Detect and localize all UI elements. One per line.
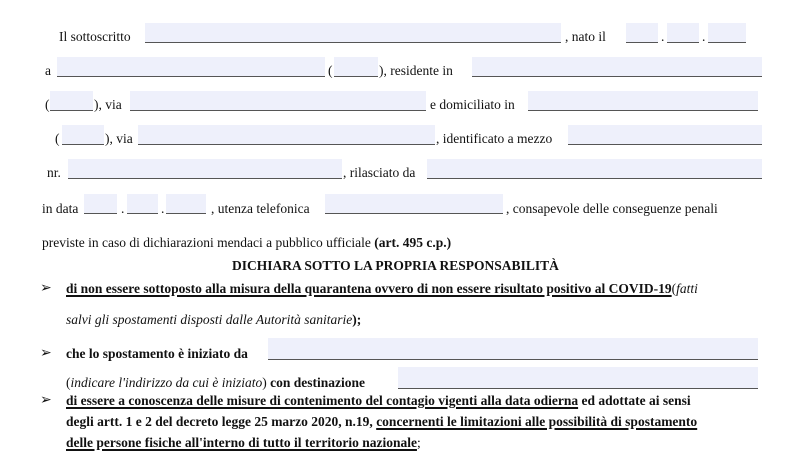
disclaimer-text: previste in caso di dichiarazioni mendaci a pubblico ufficiale (art. 495 c.p.) (42, 235, 452, 250)
measures-line-3: delle persone fisiche all'interno di tutto il territorio nazionale; (66, 435, 421, 450)
quarantine-note: salvi gli spostamenti disposti dalle Autorità sanitarie); (66, 312, 362, 327)
label-domiciliato-in: e domiciliato in (430, 97, 515, 112)
dot: . (661, 29, 665, 44)
domicile-field[interactable] (528, 91, 758, 111)
label-sottoscritto: Il sottoscritto (59, 29, 131, 44)
departure-note: (indicare l'indirizzo da cui è iniziato) con destinazione (66, 375, 366, 390)
birth-month-field[interactable] (667, 23, 699, 43)
quarantine-statement: di non essere sottoposto alla misura della quarantena ovvero di non essere risultato positivo al COVID-19(fatti (66, 281, 698, 296)
document-number-field[interactable] (68, 159, 342, 179)
measures-line-1: di essere a conoscenza delle misure di contenimento del contagio vigenti alla data odierna ed adottate ai sensi (66, 393, 691, 408)
birth-province-field[interactable] (334, 57, 378, 77)
id-document-field[interactable] (568, 125, 762, 145)
issued-by-field[interactable] (427, 159, 762, 179)
label-residente-in: ), residente in (379, 63, 453, 78)
departure-address-field[interactable] (268, 338, 758, 360)
label-nato-il: , nato il (565, 29, 606, 44)
label-via: ), via (94, 97, 122, 112)
label-in-data: in data (42, 201, 79, 216)
dot: . (121, 201, 125, 216)
label-identificato: , identificato a mezzo (436, 131, 553, 146)
label-nr: nr. (47, 165, 61, 180)
issue-day-field[interactable] (84, 194, 117, 214)
issue-year-field[interactable] (166, 194, 206, 214)
label-consapevole: , consapevole delle conseguenze penali (506, 201, 718, 216)
label-a: a (45, 63, 51, 78)
birth-year-field[interactable] (708, 23, 746, 43)
label-rilasciato-da: , rilasciato da (343, 165, 416, 180)
dot: . (702, 29, 706, 44)
issue-month-field[interactable] (127, 194, 158, 214)
birth-day-field[interactable] (626, 23, 658, 43)
arrow-bullet-icon: ➢ (40, 393, 52, 408)
name-field[interactable] (145, 23, 561, 43)
declaration-heading: DICHIARA SOTTO LA PROPRIA RESPONSABILITÀ (232, 258, 559, 273)
phone-field[interactable] (325, 194, 503, 214)
paren-open: ( (328, 63, 333, 78)
residence-street-field[interactable] (130, 91, 426, 111)
dot: . (161, 201, 165, 216)
arrow-bullet-icon: ➢ (40, 346, 52, 361)
domicile-street-field[interactable] (138, 125, 435, 145)
label-via: ), via (105, 131, 133, 146)
paren-open: ( (45, 97, 50, 112)
paren-open: ( (55, 131, 60, 146)
measures-line-2: degli artt. 1 e 2 del decreto legge 25 marzo 2020, n.19, concernenti le limitazioni alle possibilità di spostamento (66, 414, 698, 429)
departure-label: che lo spostamento è iniziato da (66, 346, 248, 361)
arrow-bullet-icon: ➢ (40, 281, 52, 296)
label-utenza: , utenza telefonica (211, 201, 310, 216)
destination-field[interactable] (398, 367, 758, 389)
domicile-province-field[interactable] (62, 125, 104, 145)
residence-field[interactable] (472, 57, 762, 77)
birth-place-field[interactable] (57, 57, 325, 77)
residence-province-field[interactable] (50, 91, 93, 111)
